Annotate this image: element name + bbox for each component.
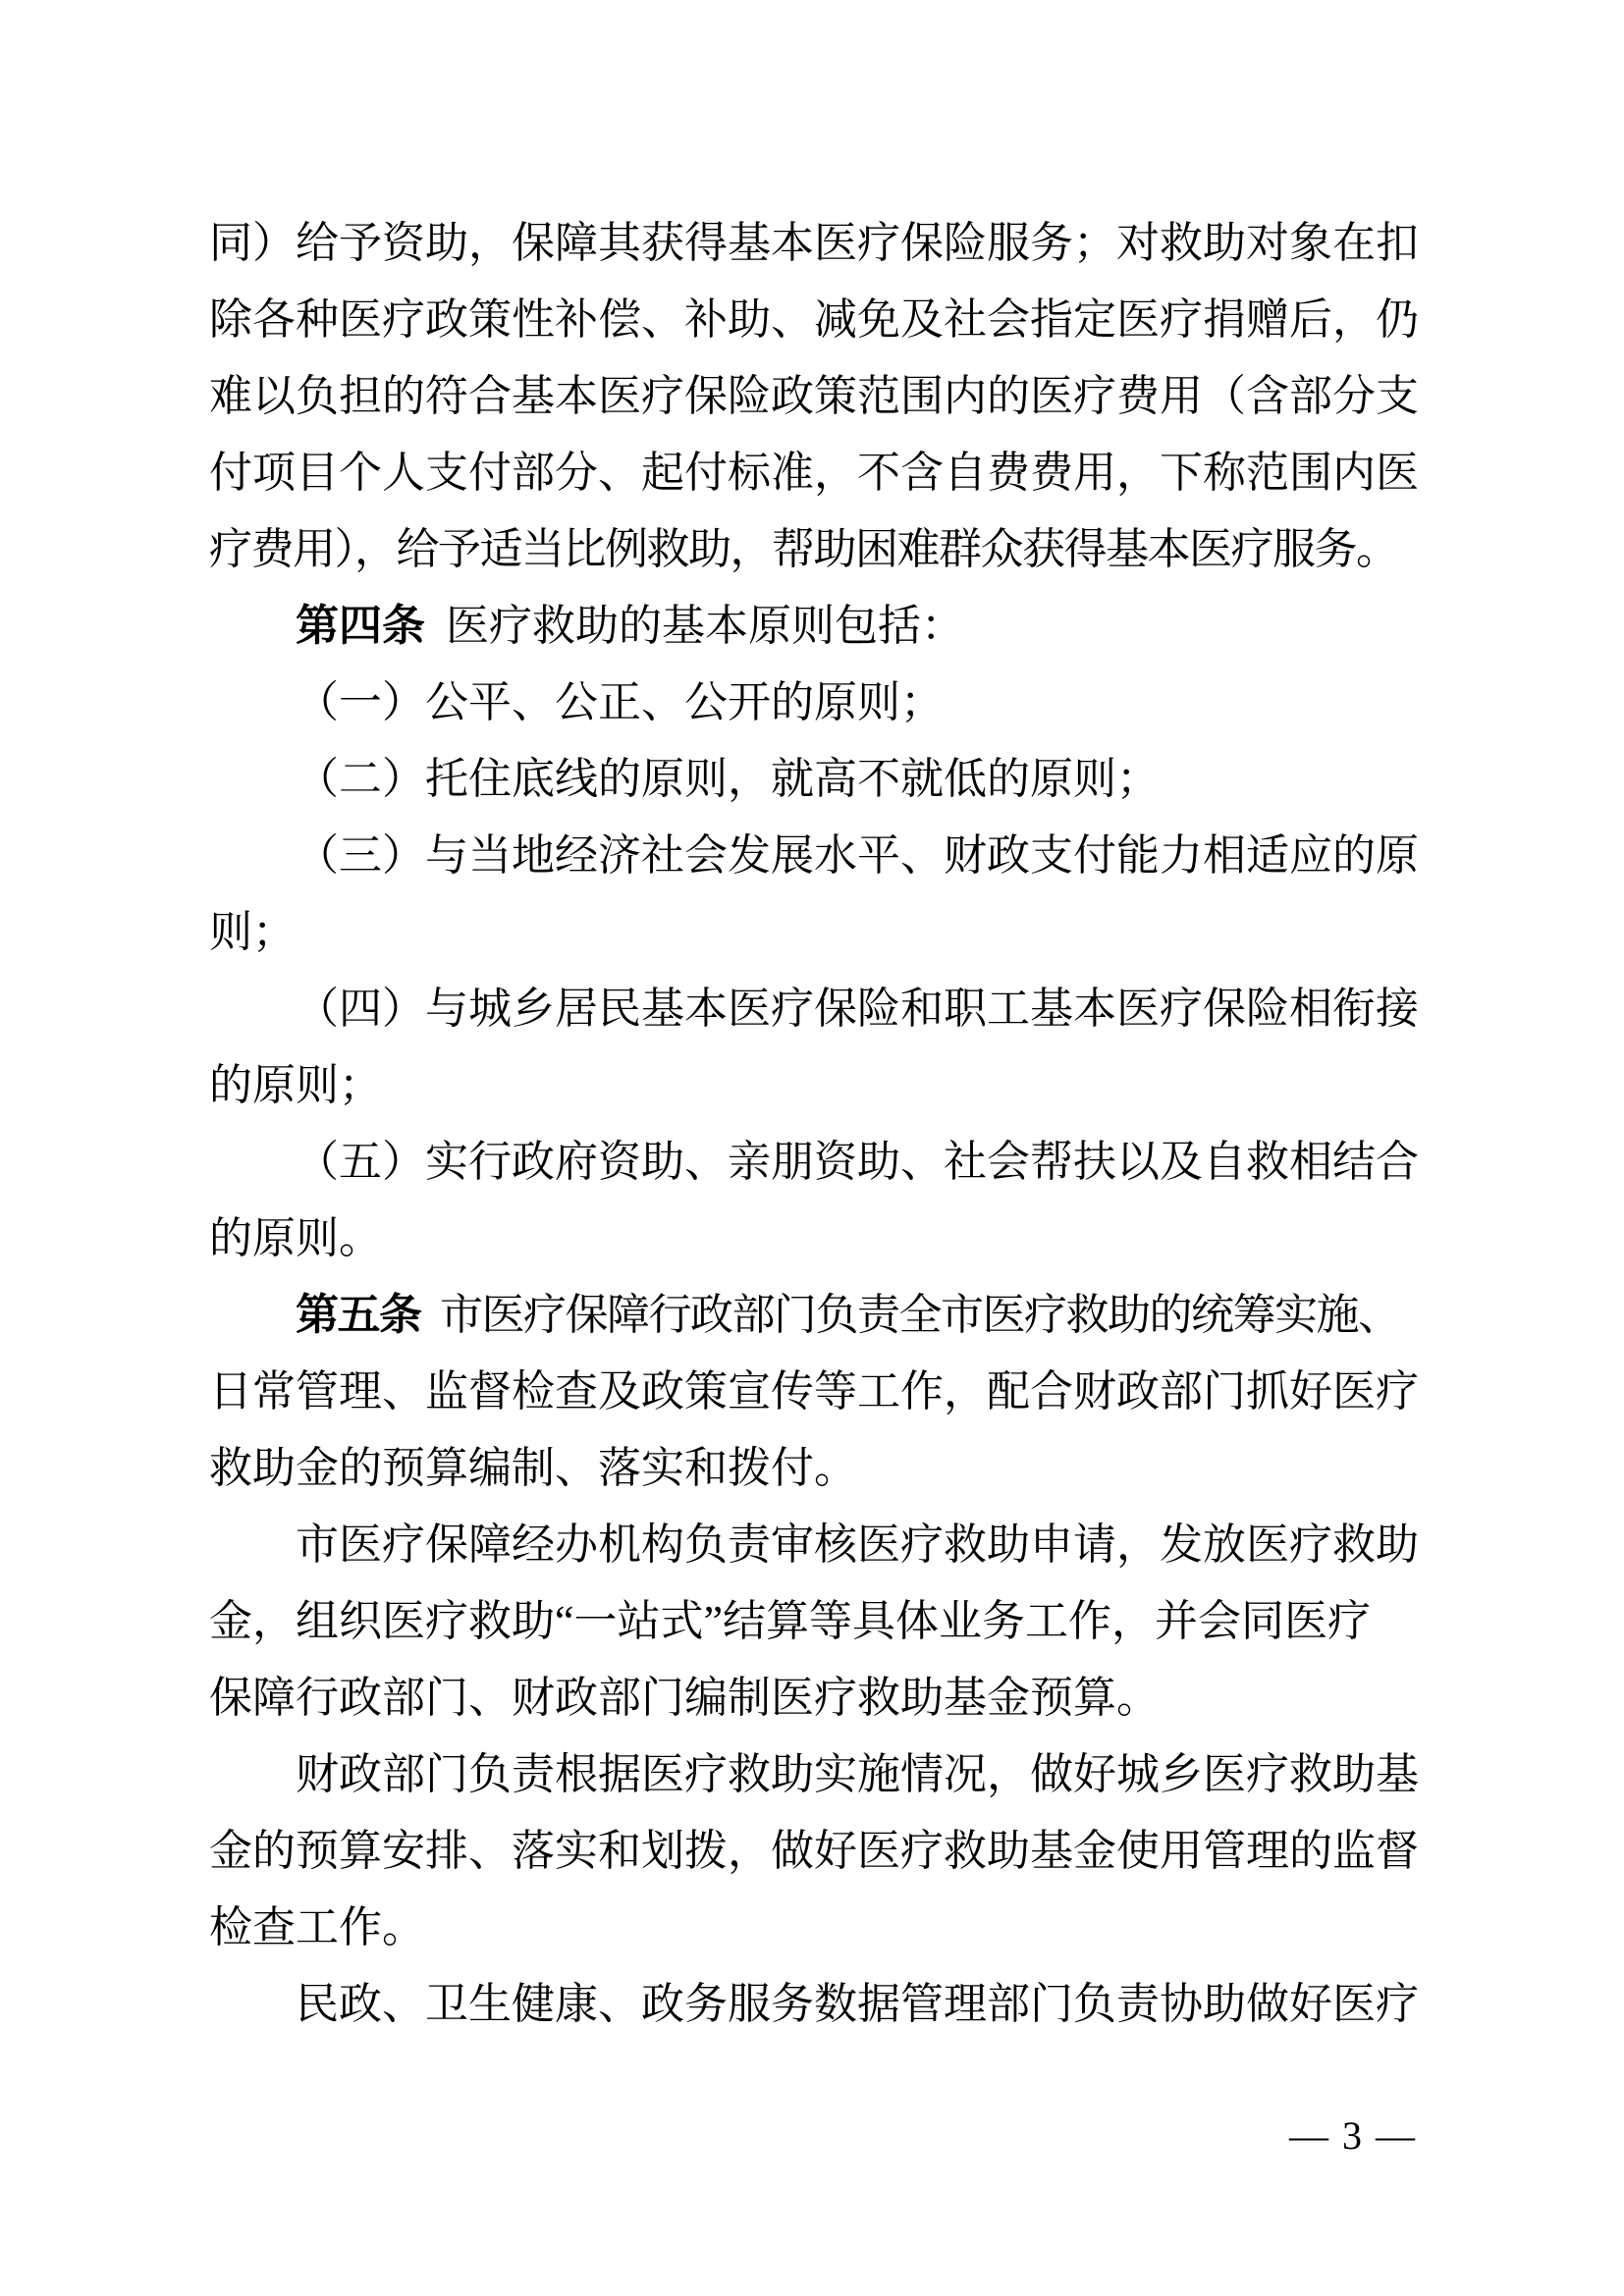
body-text: （二）托住底线的原则，就高不就低的原则； xyxy=(296,755,1160,803)
body-text: 疗费用），给予适当比例救助，帮助困难群众获得基本医疗服务。 xyxy=(209,525,1398,573)
body-text: 则； xyxy=(209,908,296,956)
body-text: 付项目个人支付部分、起付标准，不含自费费用，下称范围内医 xyxy=(209,449,1419,497)
document-line xyxy=(209,1430,1419,1507)
body-text: 同）给予资助，保障其获得基本医疗保险服务；对救助对象在扣 xyxy=(209,219,1419,267)
body-text: 民政、卫生健康、政务服务数据管理部门负责协助做好医疗 xyxy=(296,1980,1419,2028)
document-line xyxy=(209,1736,1419,1813)
body-text: 难以负担的符合基本医疗保险政策范围内的医疗费用（含部分支 xyxy=(209,372,1419,420)
document-line xyxy=(209,282,1419,358)
document-line xyxy=(209,894,1419,971)
document-line xyxy=(209,1354,1419,1430)
document-line xyxy=(209,435,1419,511)
body-text: 医疗救助的基本原则包括： xyxy=(435,602,964,650)
page-number: — 3 — xyxy=(1289,2113,1417,2158)
body-text: 市医疗保障经办机构负责审核医疗救助申请，发放医疗救助 xyxy=(296,1521,1419,1569)
document-line xyxy=(209,1660,1419,1736)
document-line xyxy=(209,1890,1419,1966)
document-line xyxy=(209,1201,1419,1277)
document-line xyxy=(209,1813,1419,1890)
document-line xyxy=(209,1966,1419,2043)
body-text: 保障行政部门、财政部门编制医疗救助基金预算。 xyxy=(209,1674,1160,1722)
document-line xyxy=(209,665,1419,741)
document-line xyxy=(209,971,1419,1047)
document-line xyxy=(209,818,1419,894)
document-line xyxy=(209,205,1419,282)
body-text: （五）实行政府资助、亲朋资助、社会帮扶以及自救相结合 xyxy=(296,1138,1419,1186)
document-line xyxy=(209,741,1419,818)
body-text: （三）与当地经济社会发展水平、财政支付能力相适应的原 xyxy=(296,831,1419,880)
document-line xyxy=(209,588,1419,665)
body-text: 市医疗保障行政部门负责全市医疗救助的统筹实施、 xyxy=(430,1291,1400,1339)
document-line xyxy=(209,511,1419,588)
body-text: 金的预算安排、落实和划拨，做好医疗救助基金使用管理的监督 xyxy=(209,1827,1419,1875)
body-text: 除各种医疗政策性补偿、补助、减免及社会指定医疗捐赠后，仍 xyxy=(209,295,1419,344)
document-line xyxy=(209,1047,1419,1124)
document-line xyxy=(209,1277,1419,1354)
document-line xyxy=(209,358,1419,435)
body-text: 检查工作。 xyxy=(209,1903,425,1951)
document-line xyxy=(209,1507,1419,1583)
document-line xyxy=(209,1124,1419,1201)
body-text: 的原则； xyxy=(209,1061,382,1109)
body-text: 救助金的预算编制、落实和拨付。 xyxy=(209,1444,857,1492)
body-text: 日常管理、监督检查及政策宣传等工作，配合财政部门抓好医疗 xyxy=(209,1367,1419,1415)
body-text: 财政部门负责根据医疗救助实施情况，做好城乡医疗救助基 xyxy=(296,1750,1419,1798)
article-number-label: 第四条 xyxy=(296,602,425,650)
article-number-label: 第五条 xyxy=(296,1291,421,1339)
body-text: （四）与城乡居民基本医疗保险和职工基本医疗保险相衔接 xyxy=(296,985,1419,1033)
document-body xyxy=(209,205,1419,2043)
document-line xyxy=(209,1583,1419,1660)
body-text: 的原则。 xyxy=(209,1214,382,1262)
body-text: 金，组织医疗救助“一站式”结算等具体业务工作，并会同医疗 xyxy=(209,1597,1372,1645)
body-text: （一）公平、公正、公开的原则； xyxy=(296,678,944,726)
